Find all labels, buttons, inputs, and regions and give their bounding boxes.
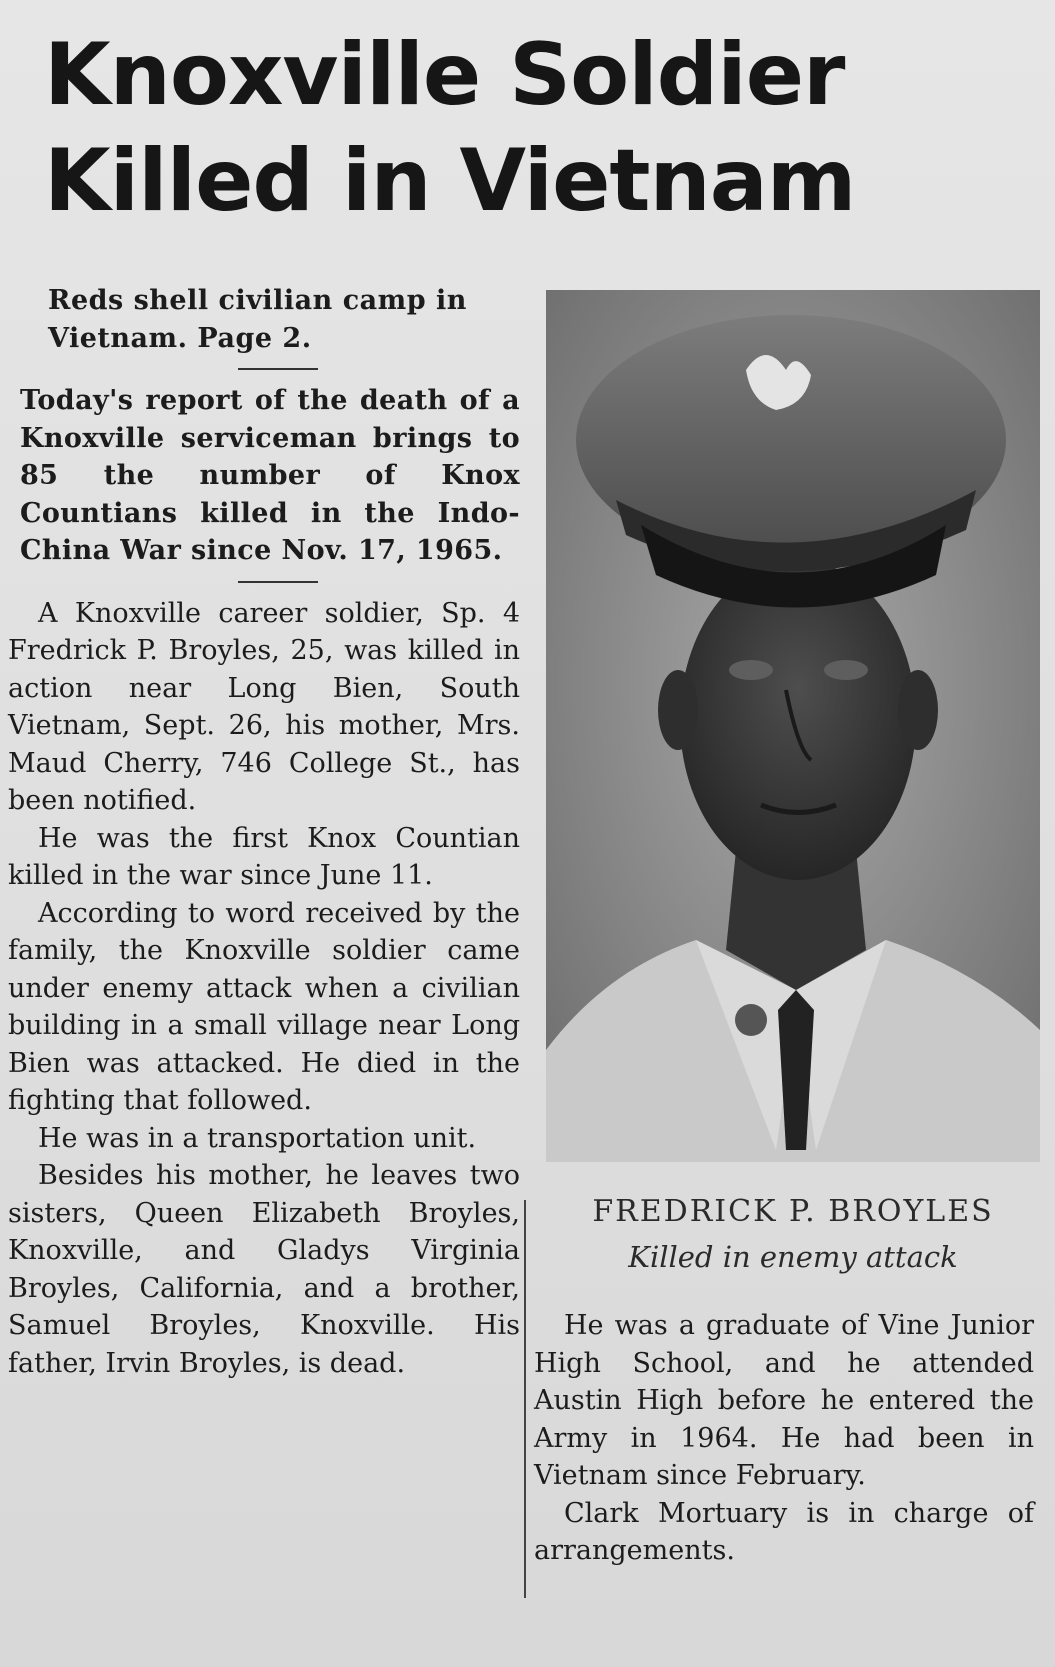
divider	[238, 581, 318, 583]
body-paragraph: Besides his mother, he leaves two sisters, Queen Elizabeth Broyles, Knoxville, and Gladys Virginia Broyles, California, and a brother, Samuel Broyles, Knoxville. His father, Irvin Broyles, is dead.	[8, 1160, 520, 1379]
column-divider	[524, 1200, 526, 1598]
soldier-portrait-photo	[546, 290, 1040, 1162]
body-paragraph: Clark Mortuary is in charge of arrangements.	[534, 1497, 1034, 1566]
body-paragraph: He was in a transportation unit.	[38, 1122, 477, 1154]
body-paragraph: He was a graduate of Vine Junior High School, and he attended Austin High before he entered the Army in 1964. He had been in Vietnam since February.	[534, 1310, 1034, 1491]
body-paragraph: According to word received by the family, the Knoxville soldier came under enemy attack when a civilian building in a small village near Long Bien was attacked. He died in the fighting that followed.	[8, 897, 520, 1116]
divider	[238, 368, 318, 370]
photo-caption-subtitle: Killed in enemy attack	[628, 1240, 958, 1274]
photo-caption-name: FREDRICK P. BROYLES	[592, 1194, 994, 1229]
report-paragraph: Today's report of the death of a Knoxville serviceman brings to 85 the number of Knox Countians killed in the Indo-China War since Nov. 17, 1965.	[20, 385, 520, 566]
headline: Knoxville Soldier Killed in Vietnam	[44, 25, 856, 231]
left-column	[8, 282, 520, 1382]
body-paragraph: A Knoxville career soldier, Sp. 4 Fredrick P. Broyles, 25, was killed in action near Long Bien, South Vietnam, Sept. 26, his mother, Mrs. Maud Cherry, 746 College St., has been notified.	[8, 597, 520, 816]
right-column	[534, 1307, 1034, 1570]
body-paragraph: He was the first Knox Countian killed in the war since June 11.	[8, 822, 520, 891]
teaser: Reds shell civilian camp in Vietnam. Page 2.	[48, 285, 467, 354]
portrait-image	[546, 290, 1040, 1162]
